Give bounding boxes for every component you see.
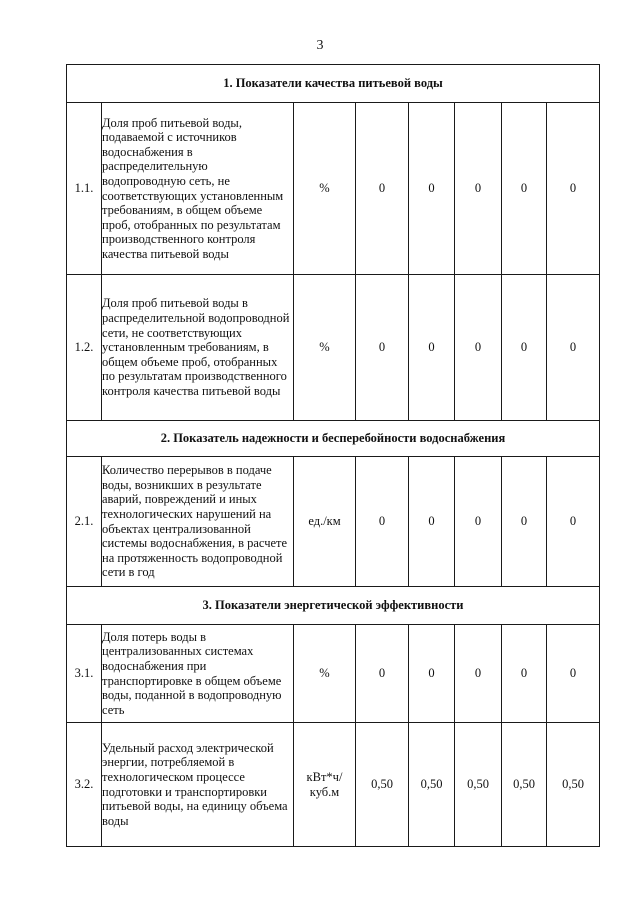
table-row bbox=[67, 457, 600, 587]
row-unit: % bbox=[294, 275, 356, 421]
row-value: 0,50 bbox=[455, 723, 502, 847]
page-number: 3 bbox=[316, 38, 324, 53]
row-description: Доля потерь воды в централизованных системах водоснабжения при транспортировке в общем объеме воды, поданной в водопроводную сеть bbox=[102, 625, 294, 723]
row-value: 0 bbox=[455, 275, 502, 421]
row-value: 0 bbox=[547, 275, 600, 421]
row-number: 3.2. bbox=[67, 723, 102, 847]
row-unit: % bbox=[294, 625, 356, 723]
row-value: 0 bbox=[502, 103, 547, 275]
row-value: 0 bbox=[502, 625, 547, 723]
row-value: 0 bbox=[547, 103, 600, 275]
row-value: 0,50 bbox=[547, 723, 600, 847]
table-row bbox=[67, 625, 600, 723]
table-row bbox=[67, 723, 600, 847]
section-title: 2. Показатель надежности и бесперебойности водоснабжения bbox=[67, 421, 600, 457]
section-title: 1. Показатели качества питьевой воды bbox=[67, 65, 600, 103]
row-value: 0 bbox=[356, 103, 409, 275]
row-description: Количество перерывов в подаче воды, возникших в результате аварий, повреждений и иных технологических нарушений на объектах централизованной системы водоснабжения, в расчете на протяженность водопроводной сети в год bbox=[102, 457, 294, 587]
row-number: 1.2. bbox=[67, 275, 102, 421]
row-value: 0 bbox=[356, 275, 409, 421]
row-value: 0 bbox=[356, 457, 409, 587]
row-value: 0 bbox=[455, 625, 502, 723]
row-value: 0,50 bbox=[409, 723, 455, 847]
table-row bbox=[67, 275, 600, 421]
row-value: 0 bbox=[409, 457, 455, 587]
row-number: 3.1. bbox=[67, 625, 102, 723]
section-header-row bbox=[67, 65, 600, 103]
row-value: 0 bbox=[502, 275, 547, 421]
row-number: 1.1. bbox=[67, 103, 102, 275]
row-value: 0 bbox=[547, 457, 600, 587]
table-row bbox=[67, 103, 600, 275]
row-description: Удельный расход электрической энергии, потребляемой в технологическом процессе подготовки и транспортировки питьевой воды, на единицу объема воды bbox=[102, 723, 294, 847]
row-value: 0 bbox=[356, 625, 409, 723]
row-value: 0 bbox=[409, 625, 455, 723]
row-value: 0 bbox=[455, 103, 502, 275]
row-value: 0,50 bbox=[356, 723, 409, 847]
row-description: Доля проб питьевой воды в распределительной водопроводной сети, не соответствующих установленным требованиям, в общем объеме проб, отобранных по результатам производственного контроля качества питьевой воды bbox=[102, 275, 294, 421]
row-value: 0 bbox=[409, 103, 455, 275]
section-header-row bbox=[67, 587, 600, 625]
row-description: Доля проб питьевой воды, подаваемой с источников водоснабжения в распределительную водопроводную сеть, не соответствующих установленным требованиям, в общем объеме проб, отобранных по результатам производственного контроля качества питьевой воды bbox=[102, 103, 294, 275]
row-value: 0 bbox=[502, 457, 547, 587]
row-unit: ед./км bbox=[294, 457, 356, 587]
row-unit: % bbox=[294, 103, 356, 275]
section-header-row bbox=[67, 421, 600, 457]
row-value: 0 bbox=[409, 275, 455, 421]
indicators-table bbox=[66, 64, 600, 847]
row-value: 0 bbox=[547, 625, 600, 723]
row-value: 0,50 bbox=[502, 723, 547, 847]
section-title: 3. Показатели энергетической эффективности bbox=[67, 587, 600, 625]
row-value: 0 bbox=[455, 457, 502, 587]
row-number: 2.1. bbox=[67, 457, 102, 587]
row-unit: кВт*ч/ куб.м bbox=[294, 723, 356, 847]
